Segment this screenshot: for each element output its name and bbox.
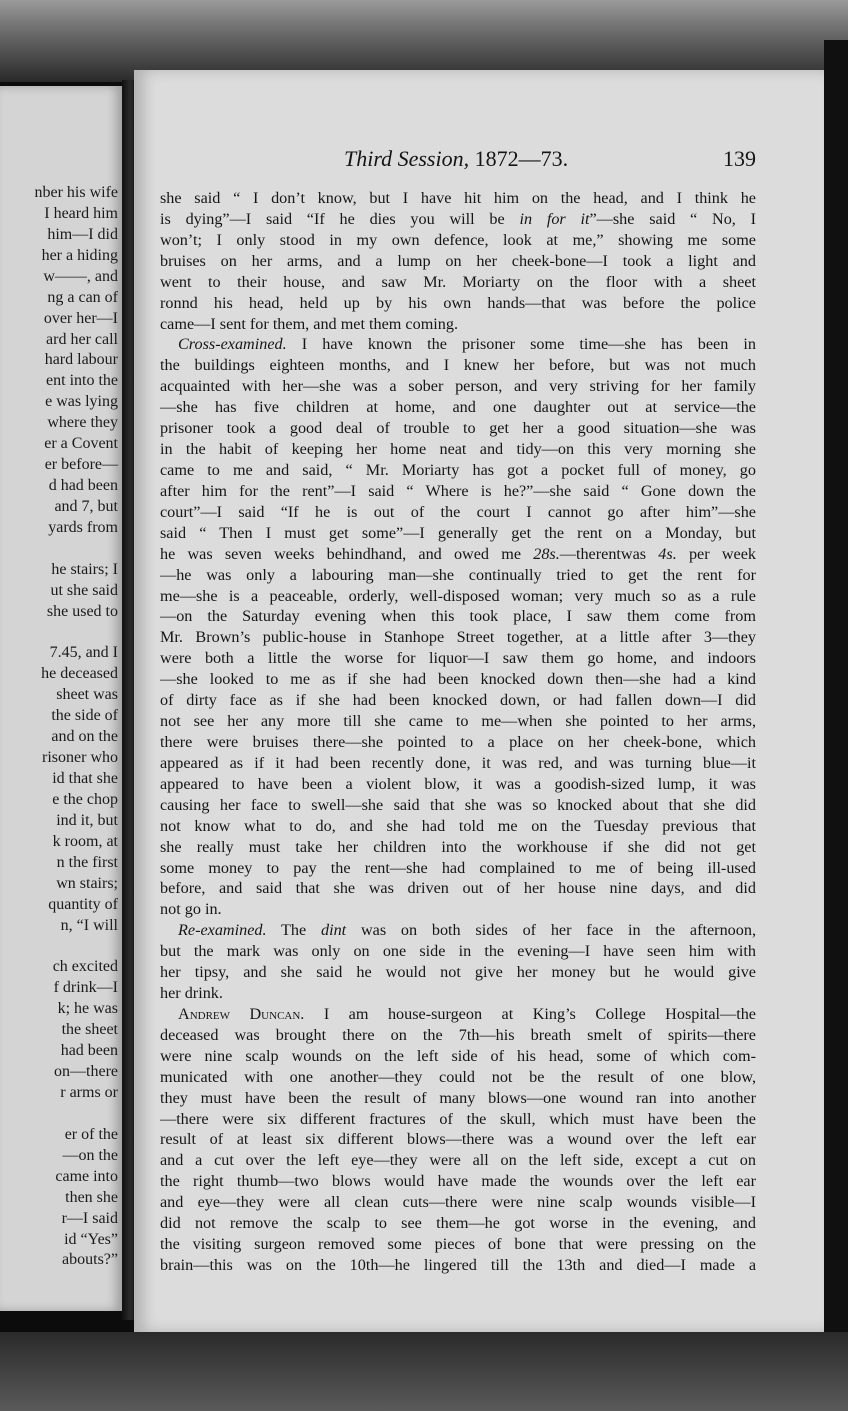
text-segment: came—I sent for them, and met them coming.	[160, 314, 459, 333]
text-line	[160, 314, 756, 335]
text-line	[160, 1192, 756, 1213]
text-segment: her tipsy, and she said he would not give her money but he would give	[160, 963, 756, 982]
text-segment: some money to pay the rent—she had complained to me of being ill-used	[160, 858, 756, 877]
text-line	[160, 1109, 756, 1130]
facing-page-line: over her—I	[43, 309, 118, 327]
text-segment: were nine scalp wounds on the left side of his head, some of which com-	[160, 1046, 756, 1065]
facing-page-line: e the chop	[52, 790, 118, 808]
facing-page-line: the side of	[51, 707, 118, 725]
facing-page-line: she used to	[46, 602, 118, 620]
facing-page-line: where they	[47, 414, 118, 432]
running-title-session: Third Session,	[344, 146, 470, 171]
text-line	[160, 795, 756, 816]
facing-page-line: ent into the	[46, 372, 118, 390]
facing-page-line: ch excited	[52, 958, 118, 976]
text-line	[160, 502, 756, 523]
text-segment: acquainted with her—she was a sober person, and very striving for her family	[160, 377, 756, 396]
text-line	[160, 837, 756, 858]
italic-text: Cross-examined.	[178, 335, 287, 354]
text-segment: before, and said that she was driven out of her house nine days, and did	[160, 879, 756, 898]
facing-page-line: er before—	[44, 456, 118, 474]
text-line	[160, 272, 756, 293]
text-line	[160, 230, 756, 251]
text-segment: I have known the prisoner some time—she has been in	[286, 335, 756, 354]
text-segment: and eye—they were all clean cuts—there were nine scalp wounds visible—I	[160, 1193, 756, 1212]
text-line	[160, 1129, 756, 1150]
italic-text: 28s.	[533, 544, 560, 563]
facing-page-line: hard labour	[44, 351, 118, 369]
facing-page-line: e was lying	[45, 393, 118, 411]
text-segment: said “ Then I must get some”—I generally get the rent on a Monday, but	[160, 523, 756, 542]
facing-page-line: risoner who	[42, 749, 118, 767]
facing-page-line: nber his wife	[34, 184, 118, 201]
facing-page-line: ut she said	[50, 581, 118, 599]
text-line	[160, 397, 756, 418]
text-segment: I am house-surgeon at King’s College Hospital—the	[304, 1004, 756, 1023]
text-line	[160, 941, 756, 962]
facing-page-line: k; he was	[57, 1000, 118, 1018]
text-line	[160, 565, 756, 586]
text-line	[160, 899, 756, 920]
facing-page-line: and 7, but	[54, 497, 118, 515]
text-segment: —there were six different fractures of the skull, which must have been the	[160, 1109, 756, 1128]
facing-page-line: wn stairs;	[56, 874, 118, 892]
facing-page-line: abouts?”	[62, 1251, 118, 1269]
text-segment: —she looked to me as if she had been knocked down then—she had a kind	[160, 670, 756, 689]
facing-page-line: her a hiding	[41, 246, 118, 264]
text-line	[160, 1004, 756, 1025]
facing-page-line: he deceased	[41, 665, 118, 683]
facing-page-line: him—I did	[47, 225, 118, 243]
text-segment: —she has five children at home, and one daughter out at service—the	[160, 398, 756, 417]
facing-page-line: he stairs; I	[51, 560, 118, 578]
text-line	[160, 481, 756, 502]
text-segment: she said “ I don’t know, but I have hit him on the head, and I think he	[160, 189, 756, 207]
text-segment: per week	[676, 544, 756, 563]
text-segment: she really must take her children into the workhouse if she did not get	[160, 837, 756, 856]
facing-page-line: id “Yes”	[64, 1230, 118, 1248]
facing-page-line: sheet was	[56, 686, 118, 704]
body-text	[160, 188, 756, 1276]
photo-background-bottom	[0, 1332, 848, 1411]
text-line	[160, 690, 756, 711]
italic-text: 4s.	[658, 544, 677, 563]
text-line	[160, 460, 756, 481]
text-line	[160, 439, 756, 460]
text-line	[160, 711, 756, 732]
text-segment: municated with one another—they could not be the result of one blow,	[160, 1067, 756, 1086]
facing-page-line: ind it, but	[56, 811, 118, 829]
facing-page-line: r—I said	[61, 1209, 118, 1227]
facing-page-line: came into	[55, 1167, 118, 1185]
facing-page-line: er a Covent	[44, 435, 118, 453]
italic-text: Re-examined.	[178, 921, 267, 940]
facing-page-line: 7.45, and I	[49, 644, 118, 662]
facing-page-line: w——, and	[43, 267, 118, 285]
text-line	[160, 1067, 756, 1088]
text-segment: —on the Saturday evening when this took place, I saw them come from	[160, 607, 756, 626]
text-line	[160, 523, 756, 544]
facing-page-line: f drink—I	[53, 979, 118, 997]
text-segment: ronnd his head, held up by his own hands—that was before the police	[160, 293, 756, 312]
text-segment: her drink.	[160, 984, 223, 1003]
text-segment: were both a little the worse for liquor—I saw them go home, and indoors	[160, 649, 756, 668]
facing-page-line: ard her call	[46, 330, 118, 348]
text-segment: brain—this was on the 10th—he lingered till the 13th and died—I made a	[160, 1256, 756, 1275]
facing-page-line: —on the	[62, 1146, 118, 1164]
text-line	[160, 355, 756, 376]
facing-page-line: and on the	[51, 728, 118, 746]
text-segment: causing her face to swell—she said that she was so knocked about that she did	[160, 795, 756, 814]
text-line	[160, 1046, 756, 1067]
text-line	[160, 648, 756, 669]
text-line	[160, 816, 756, 837]
facing-page-line: er of the	[64, 1125, 118, 1143]
facing-page-line: quantity of	[48, 895, 118, 913]
photo-background-right	[824, 40, 848, 1340]
text-segment: after him for the rent”—I said “ Where is he?”—she said “ Gone down the	[160, 481, 756, 500]
text-segment: the right thumb—two blows would have made the wounds over the left ear	[160, 1172, 756, 1191]
italic-text: dint	[320, 921, 347, 940]
text-line	[160, 334, 756, 355]
facing-page-line: had been	[60, 1042, 118, 1060]
running-title-years: 1872—73.	[469, 146, 569, 171]
text-line	[160, 376, 756, 397]
text-line	[160, 1025, 756, 1046]
text-segment: but the mark was only on one side in the evening—I have seen him with	[160, 942, 756, 961]
text-line	[160, 774, 756, 795]
text-segment: —therentwas	[559, 544, 659, 563]
text-line	[160, 1088, 756, 1109]
text-line	[160, 732, 756, 753]
text-segment: came to me and said, “ Mr. Moriarty has got a pocket full of money, go	[160, 460, 756, 479]
text-segment: appeared as if it had been recently done, it was red, and was turning blue—it	[160, 753, 756, 772]
text-segment: court”—I said “If he is out of the court I cannot go after him”—she	[160, 502, 756, 521]
italic-text: in for it	[519, 209, 590, 228]
facing-page-line: then she	[65, 1188, 118, 1206]
text-segment: he was seven weeks behindhand, and owed me	[160, 544, 534, 563]
text-line	[160, 962, 756, 983]
facing-page-line: id that she	[52, 770, 118, 788]
facing-page-line: n the first	[56, 853, 118, 871]
facing-page-line: d had been	[48, 477, 118, 495]
text-line	[160, 858, 756, 879]
facing-page-line: I heard him	[44, 204, 118, 222]
text-line	[160, 920, 756, 941]
facing-page-left	[0, 86, 122, 1311]
facing-page-line: yards from	[48, 518, 118, 536]
text-line	[160, 1171, 756, 1192]
text-segment: the visiting surgeon removed some pieces of bone that were pressing on the	[160, 1235, 756, 1254]
text-segment: and a cut over the left eye—they were all on the left side, except a cut on	[160, 1151, 756, 1170]
text-line	[160, 606, 756, 627]
facing-page-line: r arms or	[60, 1083, 118, 1101]
page-number: 139	[723, 146, 756, 171]
text-segment: not go in.	[160, 900, 222, 919]
text-line	[160, 983, 756, 1004]
running-title	[344, 146, 568, 172]
text-segment: appeared to have been a violent blow, it was a goodish-sized lump, it was	[160, 774, 756, 793]
text-segment: not see her any more till she came to me—when she pointed to her arms,	[160, 712, 756, 731]
text-segment: not know what to do, and she had told me on the Tuesday previous that	[160, 816, 756, 835]
text-line	[160, 878, 756, 899]
text-segment: The	[266, 921, 321, 940]
text-segment: the buildings eighteen months, and I knew her before, but was not much	[160, 356, 756, 375]
text-segment: bruises on her arms, and a lump on her cheek-bone—I took a light and	[160, 251, 756, 270]
text-line	[160, 1213, 756, 1234]
text-segment: is dying”—I said “If he dies you will be	[160, 209, 520, 228]
text-segment: they must have been the result of many blows—one wound ran into another	[160, 1088, 756, 1107]
text-segment: was on both sides of her face in the afternoon,	[346, 921, 756, 940]
facing-page-line: ng a can of	[47, 288, 118, 306]
text-line	[160, 251, 756, 272]
text-segment: of dirty face as if she had been knocked down, or had fallen down—I did	[160, 691, 756, 710]
text-line	[160, 669, 756, 690]
facing-page-line: the sheet	[61, 1021, 118, 1039]
text-line	[160, 418, 756, 439]
facing-page-line: k room, at	[52, 832, 118, 850]
text-line	[160, 753, 756, 774]
text-segment: went to their house, and saw Mr. Moriarty on the floor with a sheet	[160, 272, 756, 291]
text-segment: Mr. Brown’s public-house in Stanhope Street together, at a little after 3—they	[160, 628, 756, 647]
text-segment: in the habit of keeping her home neat and tidy—on this very morning she	[160, 440, 756, 459]
text-segment: ”—she said “ No, I	[589, 209, 756, 228]
text-segment: won’t; I only stood in my own defence, look at me,” showing me some	[160, 230, 756, 249]
text-line	[160, 544, 756, 565]
text-segment: did not remove the scalp to see them—he got worse in the evening, and	[160, 1214, 756, 1233]
text-line	[160, 293, 756, 314]
text-line	[160, 188, 756, 209]
facing-page-line: n, “I will	[60, 916, 118, 934]
text-line	[160, 1150, 756, 1171]
text-segment: result of at least six different blows—there was a wound over the left ear	[160, 1130, 756, 1149]
text-segment: me—she is a peaceable, orderly, well-disposed woman; very much so as a rule	[160, 586, 756, 605]
text-line	[160, 1255, 756, 1276]
text-segment: prisoner took a good deal of trouble to get her a good situation—she was	[160, 419, 756, 438]
facing-page-line: on—there	[54, 1063, 118, 1081]
text-line	[160, 209, 756, 230]
speaker-name: Andrew Duncan.	[178, 1004, 305, 1023]
text-line	[160, 1234, 756, 1255]
text-segment: —he was only a labouring man—she continually tried to get the rent for	[160, 565, 756, 584]
text-segment: deceased was brought there on the 7th—his breath smelt of spirits—there	[160, 1025, 756, 1044]
text-line	[160, 627, 756, 648]
text-segment: there were bruises there—she pointed to a place on her cheek-bone, which	[160, 732, 756, 751]
text-line	[160, 586, 756, 607]
page-header	[160, 146, 760, 176]
